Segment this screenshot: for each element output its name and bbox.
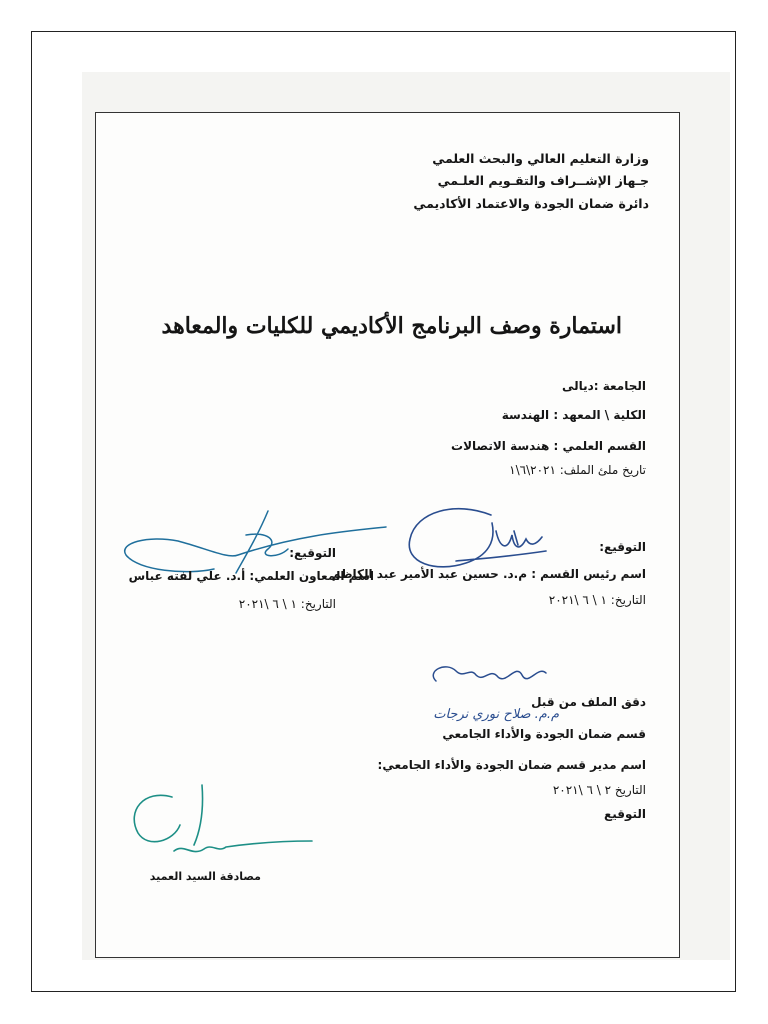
quality-signature bbox=[426, 653, 566, 693]
director-label: اسم مدير قسم ضمان الجودة والأداء الجامعي: bbox=[377, 758, 646, 772]
quality-date-field: التاريخ ٢ \ ٦ \٢٠٢١ bbox=[552, 783, 646, 797]
university-field: الجامعة :ديالى bbox=[561, 379, 646, 393]
department-name: دائرة ضمان الجودة والاعتماد الأكاديمي bbox=[413, 196, 649, 211]
left-signature-label: التوقيع: bbox=[289, 546, 336, 560]
assistant-name-field: اسم المعاون العلمي: أ.د. علي لفته عباس bbox=[128, 569, 374, 583]
quality-signature-label: التوقيع bbox=[604, 807, 646, 821]
dean-signature bbox=[114, 781, 314, 863]
file-date-field: تاريخ ملئ الملف: ٢٠٢١\٦\١ bbox=[509, 463, 646, 477]
quality-section-field: قسم ضمان الجودة والأداء الجامعي bbox=[442, 727, 646, 741]
ministry-name: وزارة التعليم العالي والبحث العلمي bbox=[432, 151, 649, 166]
dean-approval-label: مصادقة السيد العميد bbox=[149, 870, 261, 883]
head-name-field: اسم رئيس القسم : م.د. حسين عبد الأمير عبد الكاظم bbox=[331, 567, 646, 581]
right-date-field: التاريخ: ١ \ ٦ \٢٠٢١ bbox=[548, 593, 646, 607]
left-date-field: التاريخ: ١ \ ٦ \٢٠٢١ bbox=[238, 597, 336, 611]
right-signature-label: التوقيع: bbox=[599, 540, 646, 554]
scientific-dept-field: القسم العلمي : هندسة الاتصالات bbox=[451, 439, 646, 453]
document-page bbox=[95, 112, 680, 958]
checked-by-label: دقق الملف من قبل bbox=[531, 695, 646, 709]
apparatus-name: جـهاز الإشــراف والتقـويم العلـمي bbox=[437, 173, 649, 188]
page-title: استمارة وصف البرنامج الأكاديمي للكليات والمعاهد bbox=[161, 313, 622, 339]
checker-name-handwritten: م.م. صلاح نوري نرجات bbox=[433, 707, 559, 722]
college-field: الكلية \ المعهد : الهندسة bbox=[501, 408, 646, 422]
